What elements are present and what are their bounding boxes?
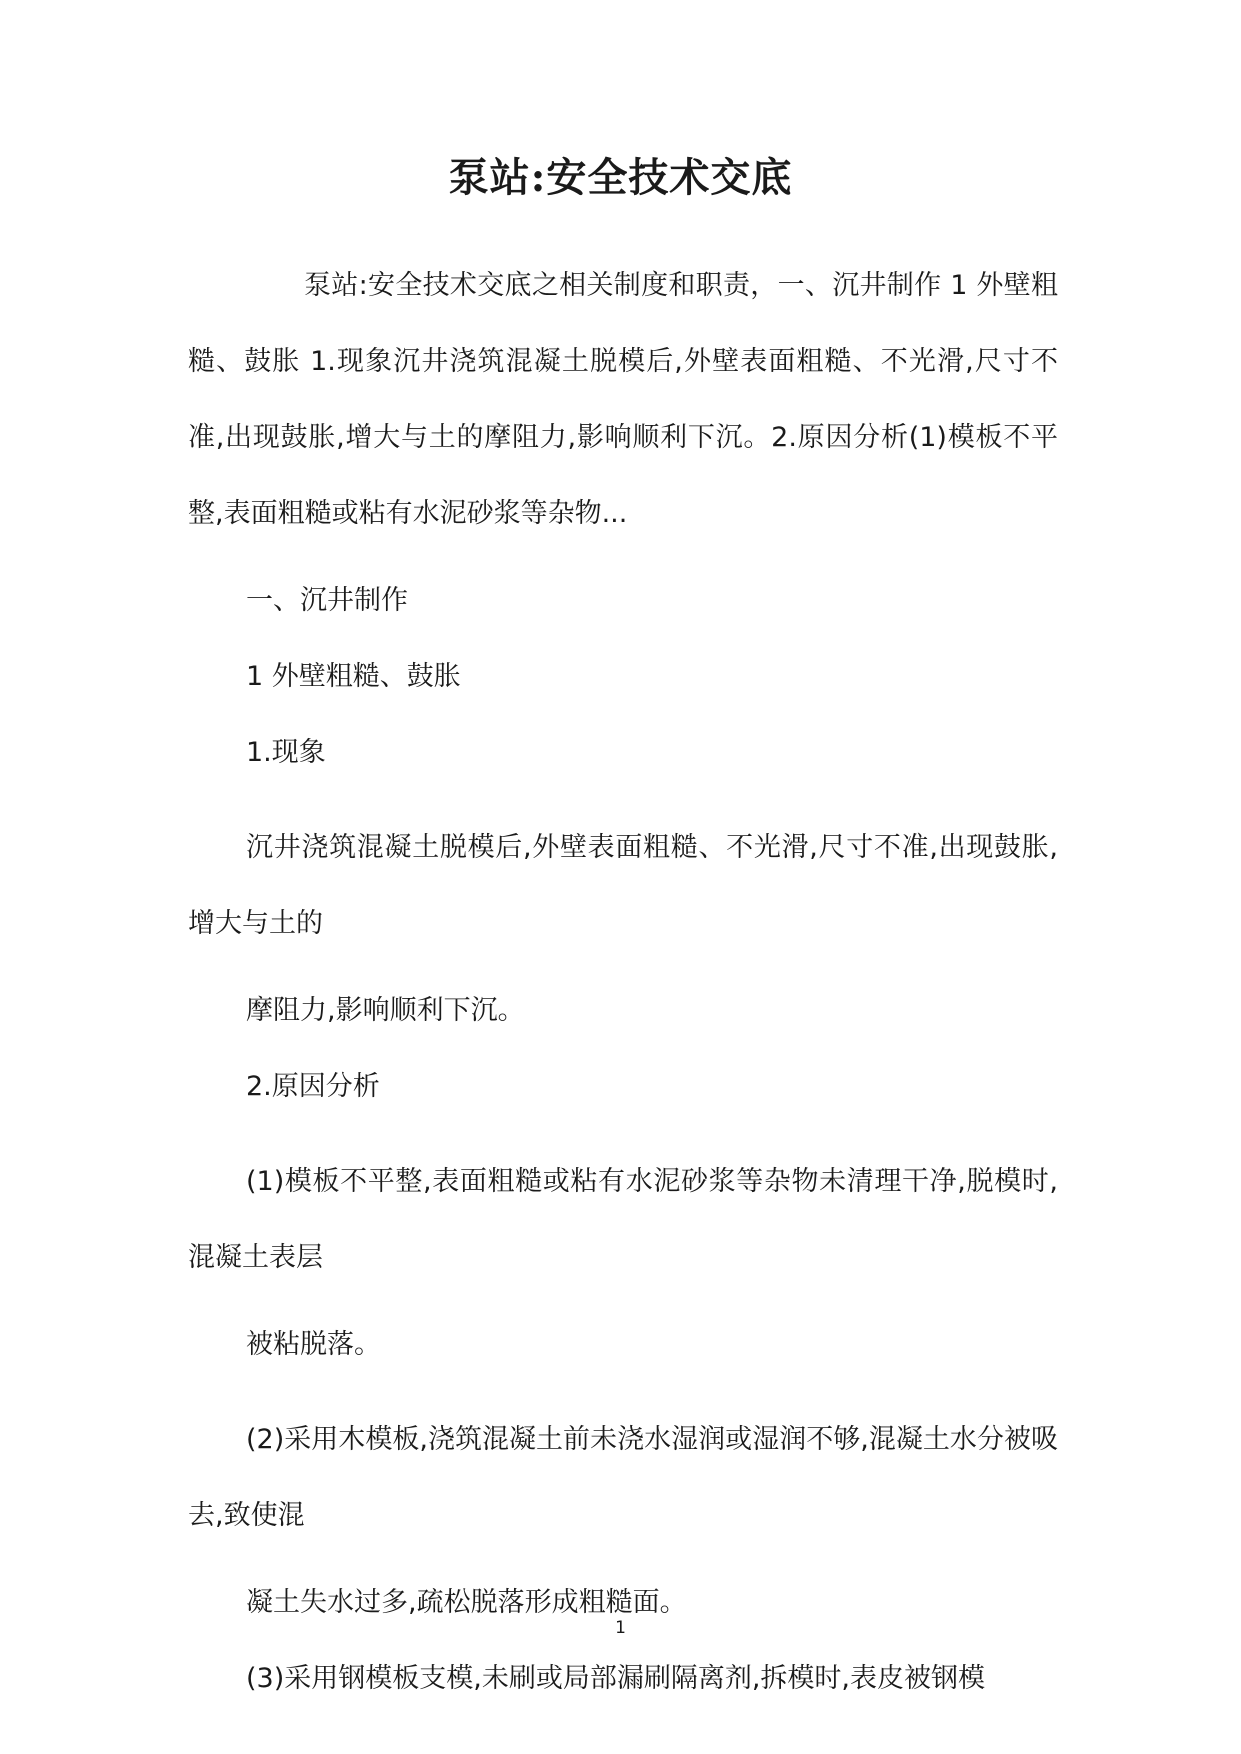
body-paragraph: (2)采用木模板,浇筑混凝土前未浇水湿润或湿润不够,混凝土水分被吸去,致使混 — [188, 1424, 1058, 1531]
body-paragraph: (1)模板不平整,表面粗糙或粘有水泥砂浆等杂物未清理干净,脱模时,混凝土表层 — [188, 1166, 1058, 1273]
body-paragraph: (3)采用钢模板支模,未刷或局部漏刷隔离剂,拆模时,表皮被钢模 — [246, 1663, 985, 1694]
item-heading: 1.现象 — [246, 737, 326, 768]
body-paragraph: 摩阻力,影响顺利下沉。 — [246, 995, 525, 1026]
document-body — [188, 248, 1058, 1736]
body-paragraph: 凝土失水过多,疏松脱落形成粗糙面。 — [246, 1587, 687, 1618]
page-title: 泵站:安全技术交底 — [448, 154, 793, 201]
body-paragraph: 沉井浇筑混凝土脱模后,外壁表面粗糙、不光滑,尺寸不准,出现鼓胀,增大与土的 — [188, 832, 1058, 939]
body-paragraph: 被粘脱落。 — [246, 1329, 381, 1360]
page-number: 1 — [615, 1618, 626, 1638]
subsection-heading: 1 外壁粗糙、鼓胀 — [246, 661, 461, 692]
item-heading: 2.原因分析 — [246, 1071, 380, 1102]
section-heading: 一、沉井制作 — [246, 585, 408, 616]
intro-paragraph: 泵站:安全技术交底之相关制度和职责，一、沉井制作 1 外壁粗糙、鼓胀 1.现象沉井浇筑混凝土脱模后,外壁表面粗糙、不光滑,尺寸不准,出现鼓胀,增大与土的摩阻力,影响顺利下沉。2.原因分析(1)模板不平整,表面粗糙或粘有水泥砂浆等杂物... — [188, 270, 1058, 529]
